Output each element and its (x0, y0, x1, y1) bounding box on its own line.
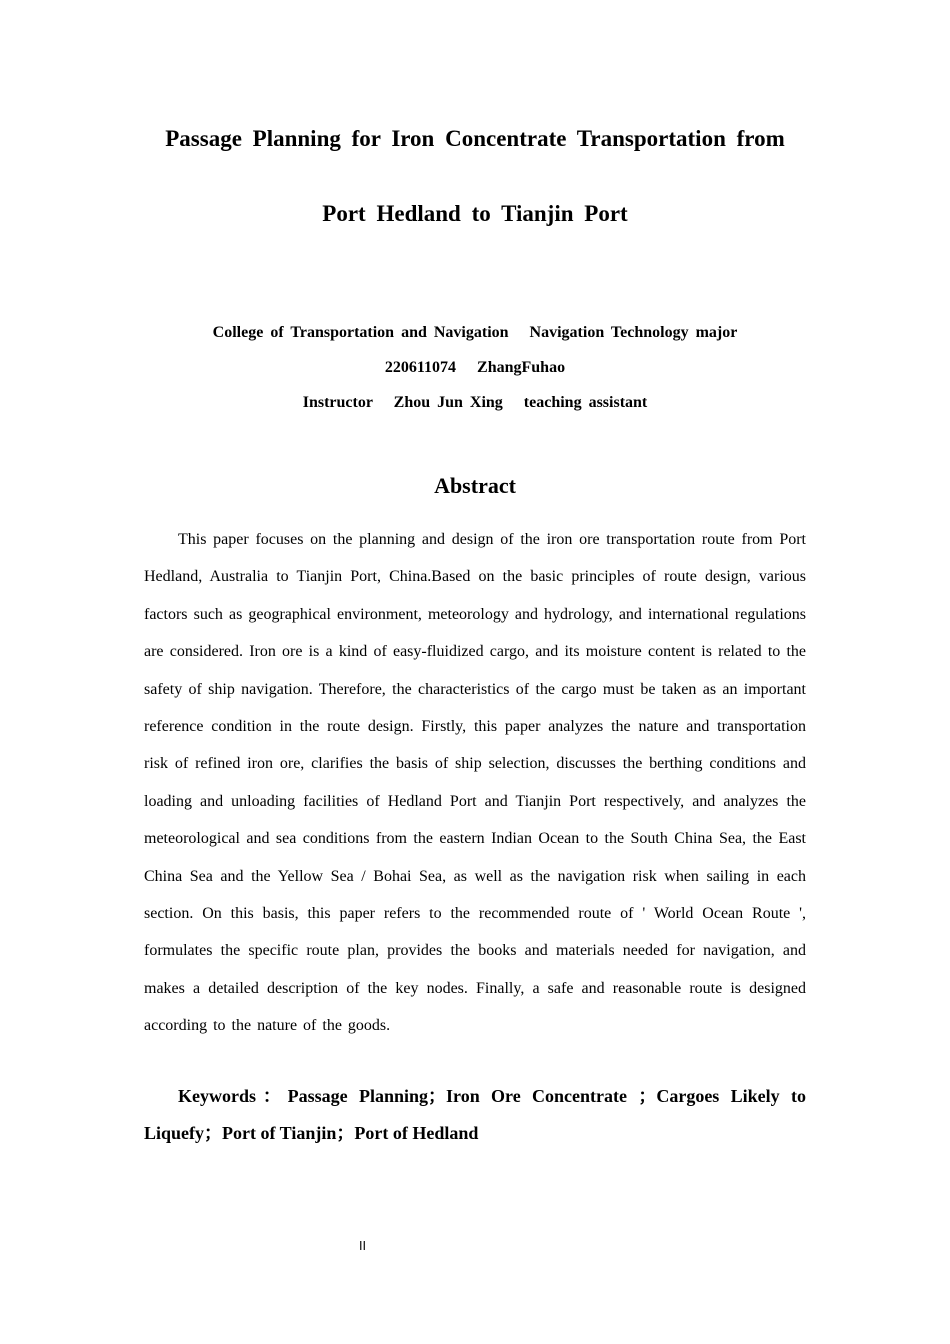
paper-title-line-1: Passage Planning for Iron Concentrate Transportation from (165, 126, 785, 151)
instructor-line: Instructor Zhou Jun Xing teaching assistant (302, 394, 648, 411)
page-number: II (359, 1239, 367, 1253)
college-major-line: College of Transportation and Navigation Navigation Technology major (212, 324, 738, 341)
keywords-line: Keywords：Passage Planning；Iron Ore Concentrate ；Cargoes Likely to Liquefy；Port of Tianjin；Port of Hedland (144, 1086, 806, 1143)
abstract-heading: Abstract (434, 473, 516, 498)
abstract-body: This paper focuses on the planning and design of the iron ore transportation route from Port Hedland, Australia to Tianjin Port, China.Based on the basic principles of route design, various factors such as geographical environment, meteorology and hydrology, and international regulations are considered. Iron ore is a kind of easy-fluidized cargo, and its moisture content is related to the safety of ship navigation. Therefore, the characteristics of the cargo must be taken as an important reference condition in the route design. Firstly, this paper analyzes the nature and transportation risk of refined iron ore, clarifies the basis of ship selection, discusses the berthing conditions and loading and unloading facilities of Hedland Port and Tianjin Port respectively, and analyzes the meteorological and sea conditions from the eastern Indian Ocean to the South China Sea, the East China Sea and the Yellow Sea / Bohai Sea, as well as the navigation risk when sailing in each section. On this basis, this paper refers to the recommended route of ' World Ocean Route ', formulates the specific route plan, provides the books and materials needed for navigation, and makes a detailed description of the key nodes. Finally, a safe and reasonable route is designed according to the nature of the goods. (144, 531, 806, 1035)
paper-title-line-2: Port Hedland to Tianjin Port (322, 201, 628, 226)
student-id-name-line: 220611074 ZhangFuhao (384, 359, 566, 376)
